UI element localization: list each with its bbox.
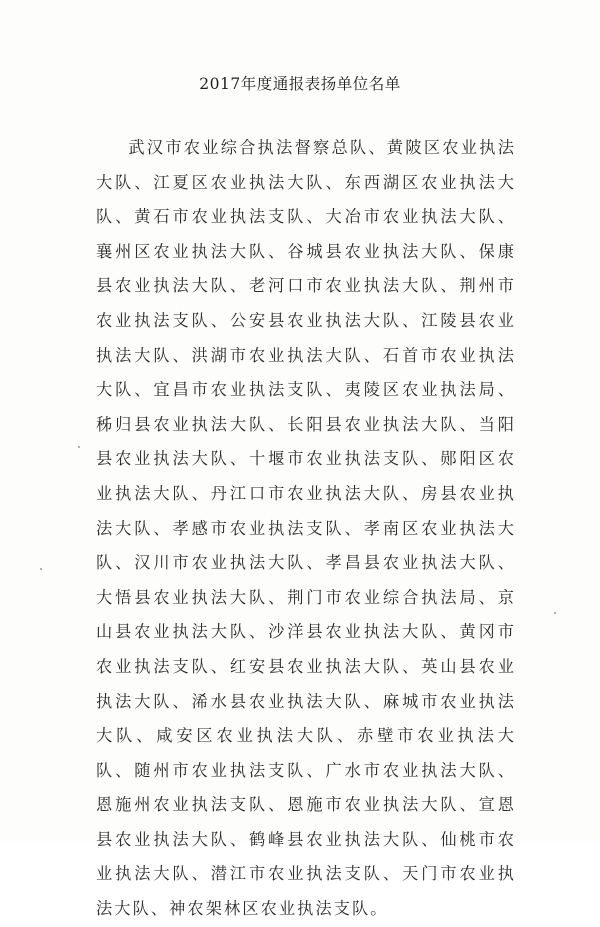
scan-speck [78, 446, 80, 448]
document-body-paragraph: 武汉市农业综合执法督察总队、黄陂区农业执法大队、江夏区农业执法大队、东西湖区农业执法大队、黄石市农业执法支队、大冶市农业执法大队、襄州区农业执法大队、谷城县农业执法大队、保康县农业执法大队、老河口市农业执法大队、荆州市农业执法支队、公安县农业执法大队、江陵县农业执法大队、洪湖市农业执法大队、石首市农业执法大队、宜昌市农业执法支队、夷陵区农业执法局、秭归县农业执法大队、长阳县农业执法大队、当阳县农业执法大队、十堰市农业执法支队、郧阳区农业执法大队、丹江口市农业执法大队、房县农业执法大队、孝感市农业执法支队、孝南区农业执法大队、汉川市农业执法大队、孝昌县农业执法大队、大悟县农业执法大队、荆门市农业综合执法局、京山县农业执法大队、沙洋县农业执法大队、黄冈市农业执法支队、红安县农业执法大队、英山县农业执法大队、浠水县农业执法大队、麻城市农业执法大队、咸安区农业执法大队、赤壁市农业执法大队、随州市农业执法支队、广水市农业执法大队、恩施州农业执法支队、恩施市农业执法大队、宣恩县农业执法大队、鹤峰县农业执法大队、仙桃市农业执法大队、潜江市农业执法支队、天门市农业执法大队、神农架林区农业执法支队。 [96, 138, 516, 919]
scan-speck [40, 568, 42, 570]
document-title: 2017年度通报表扬单位名单 [199, 75, 401, 93]
scan-speck [554, 612, 556, 614]
